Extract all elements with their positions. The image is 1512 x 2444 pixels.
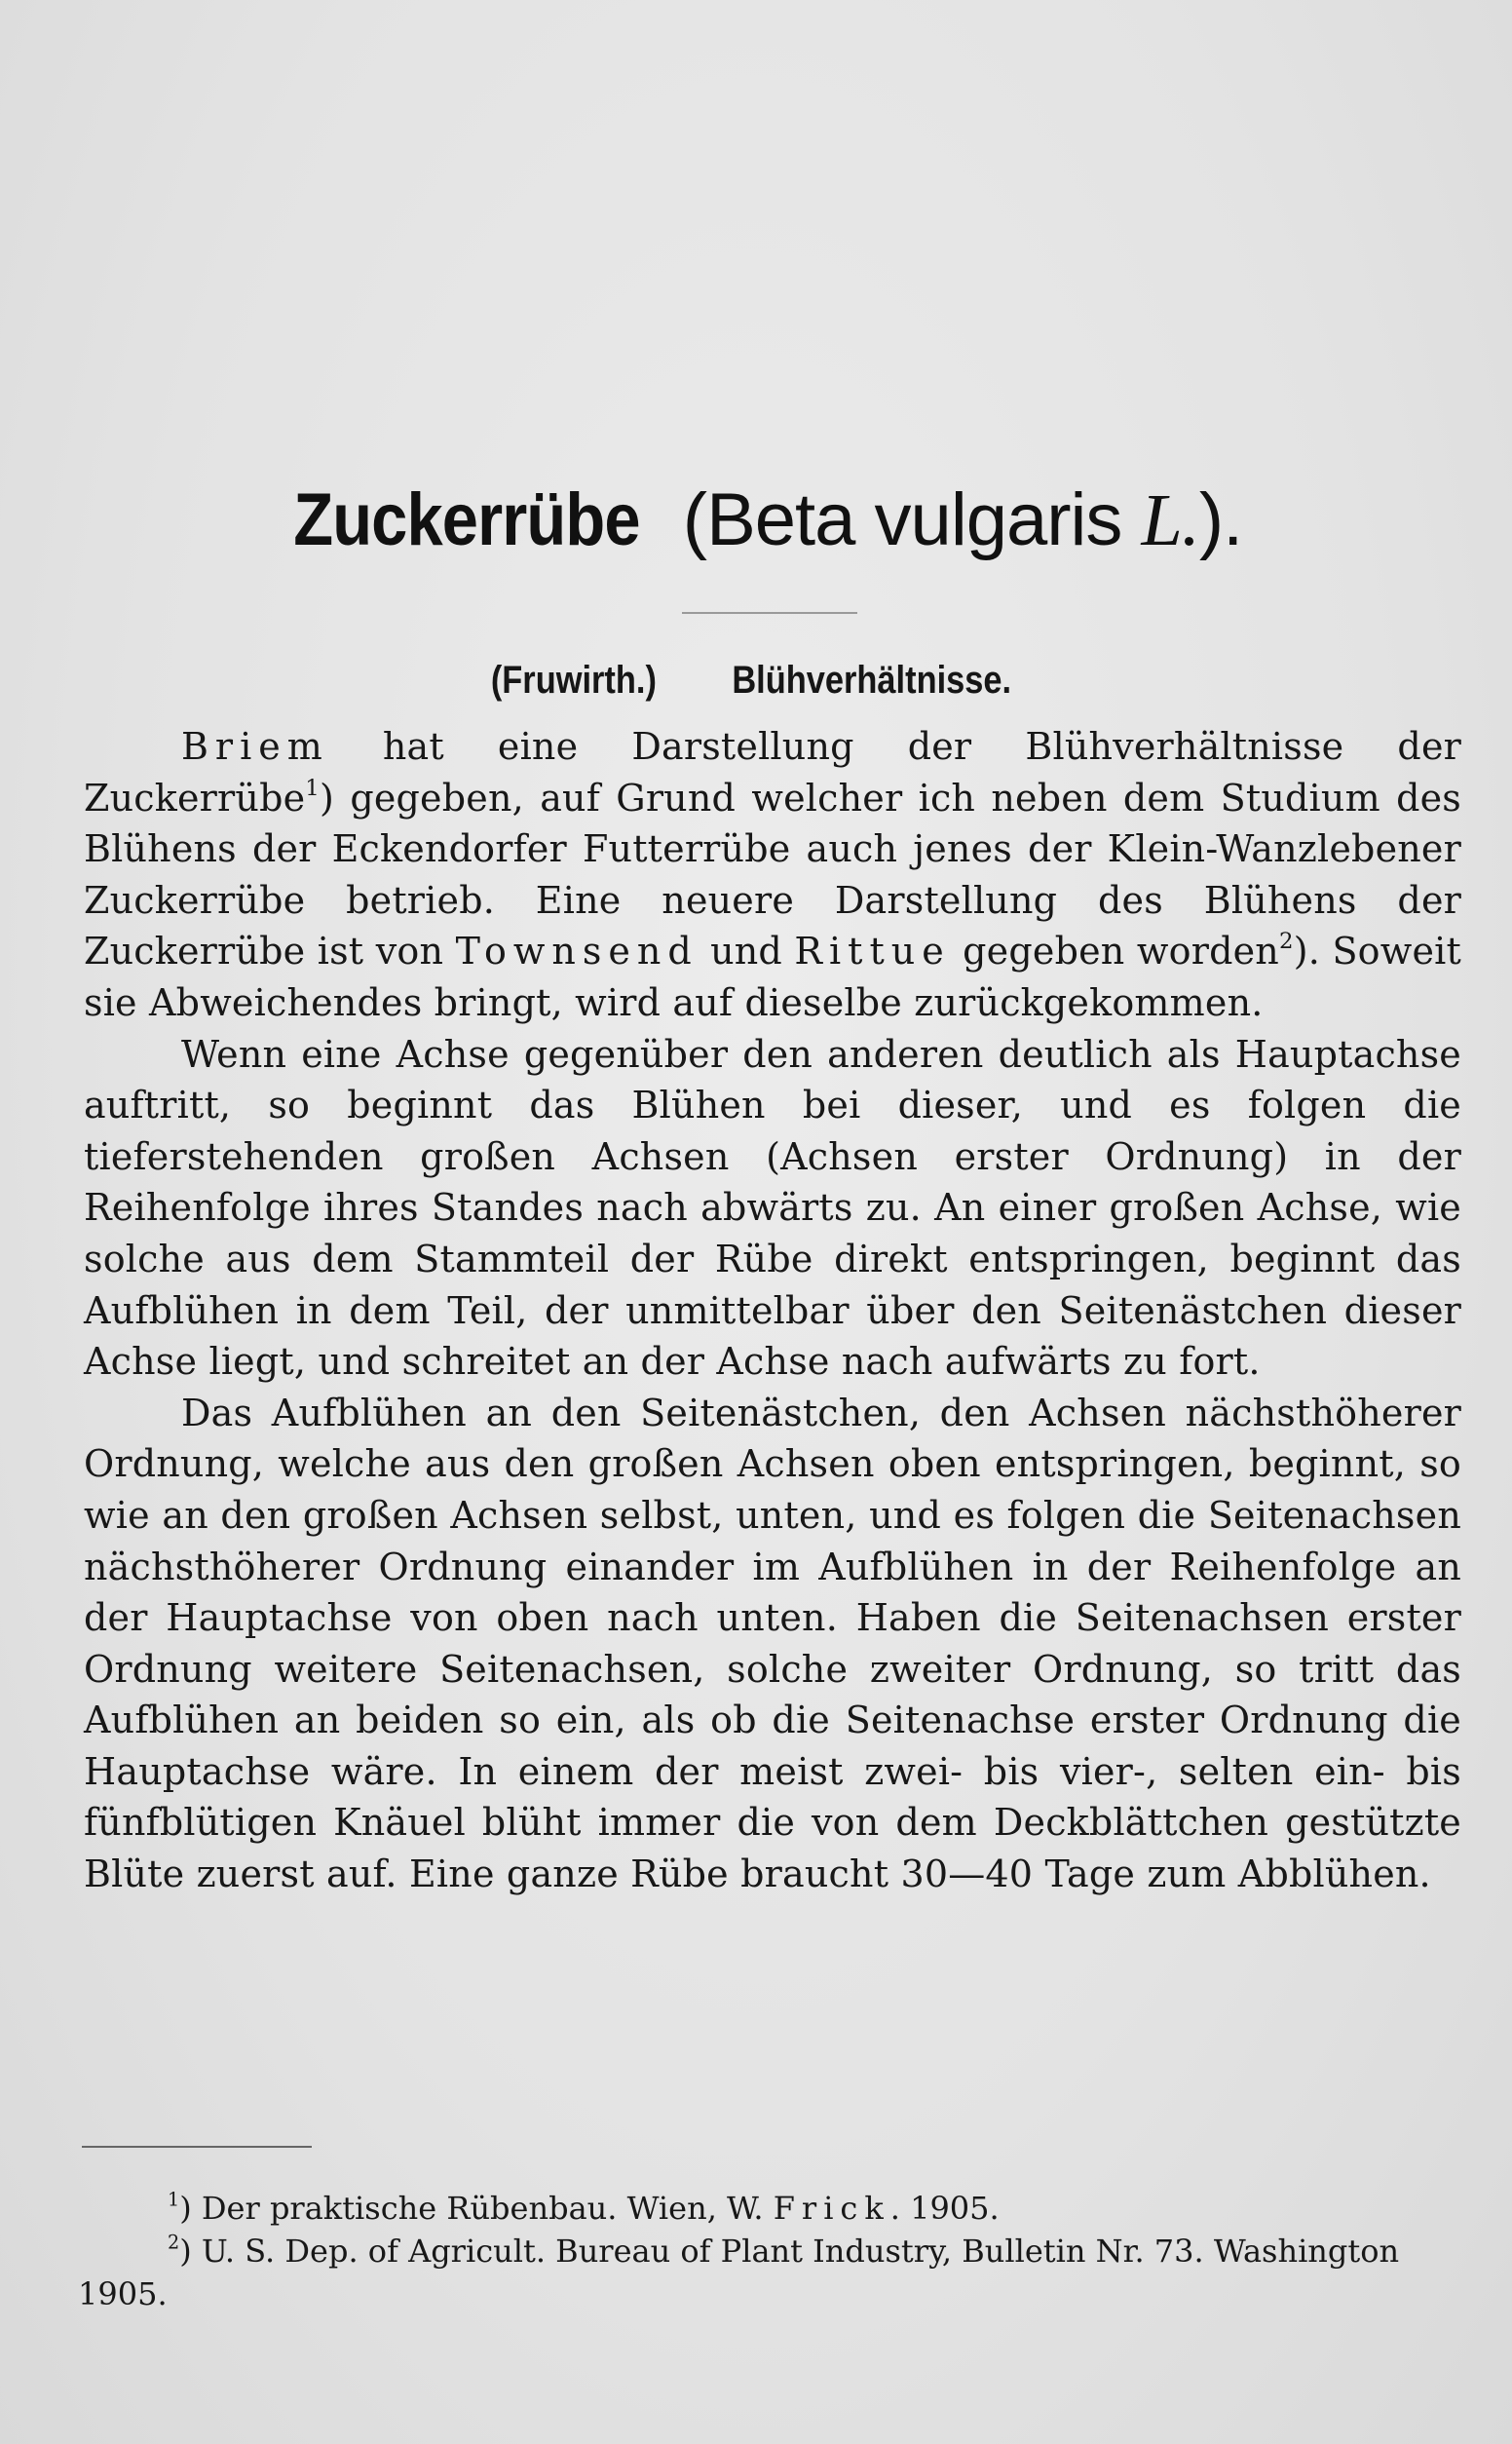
footnote-2: $^2$) U. S. Dep. of Agricult. Bureau of Plant Industry, Bulletin Nr. 73. Washington 1905. (78, 2231, 1400, 2312)
title-close: ). (1198, 478, 1243, 561)
author-briem: Briem (181, 725, 329, 768)
footnote-divider (82, 2146, 312, 2148)
page-title (0, 477, 1512, 563)
footnote-author-frick: Frick (773, 2190, 890, 2227)
body-text (84, 721, 1461, 1900)
paragraph-1: Briem hat eine Darstellung der Blühverhältnisse der Zuckerrübe$^1$) gegeben, auf Grund welcher ich neben dem Studium des Blühens der Eckendorfer Futterrübe auch jenes der Klein-Wanzlebener Zuckerrübe betrieb. Eine neuere Darstellung des Blühens der Zuckerrübe ist von Townsend und Rittue gegeben worden$^2$). Soweit sie Abweichendes bringt, wird auf dieselbe zurückgekommen. (84, 725, 1461, 1024)
title-main: Zuckerrübe (292, 478, 640, 561)
footnote-1: $^1$) Der praktische Rübenbau. Wien, W. Frick. 1905. (168, 2188, 1000, 2227)
footnotes (78, 2187, 1461, 2315)
paragraph-3: Das Aufblühen an den Seitenästchen, den Achsen nächsthöherer Ordnung, welche aus den großen Achsen oben entspringen, beginnt, so wie an den großen Achsen selbst, unten, und es folgen die Seitenachsen nächsthöherer Ordnung einander im Aufblühen in der Reihenfolge an der Hauptachse von oben nach unten. Haben die Seitenachsen erster Ordnung weitere Seitenachsen, solche zweiter Ordnung, so tritt das Aufblühen an beiden so ein, als ob die Seitenachse erster Ordnung die Hauptachse wäre. In einem der meist zwei- bis vier-, selten ein- bis fünfblütigen Knäuel blüht immer die von dem Deckblättchen gestützte Blüte zuerst auf. Eine ganze Rübe braucht 30—40 Tage zum Abblühen. (84, 1391, 1461, 1896)
title-author: L. (1141, 479, 1199, 561)
section-heading (0, 659, 1512, 703)
footnote-ref-2: 2 (1278, 929, 1294, 955)
author-rittue: Rittue (794, 930, 951, 974)
paragraph-2: Wenn eine Achse gegenüber den anderen deutlich als Hauptachse auftritt, so beginnt das Blühen bei dieser, und es folgen die tieferstehenden großen Achsen (Achsen erster Ordnung) in der Reihenfolge ihres Standes nach abwärts zu. An einer großen Achse, wie solche aus dem Stammteil der Rübe direkt entspringen, beginnt das Aufblühen in dem Teil, der unmittelbar über den Seitenästchen dieser Achse liegt, und schreitet an der Achse nach aufwärts zu fort. (84, 1032, 1461, 1384)
title-divider (682, 612, 857, 614)
footnote-ref-1: 1 (305, 775, 321, 801)
section-author: (Fruwirth.) (491, 659, 658, 702)
author-townsend: Townsend (455, 930, 699, 974)
section-topic: Blühverhältnisse. (732, 659, 1012, 702)
title-latin: (Beta vulgaris (682, 478, 1142, 561)
